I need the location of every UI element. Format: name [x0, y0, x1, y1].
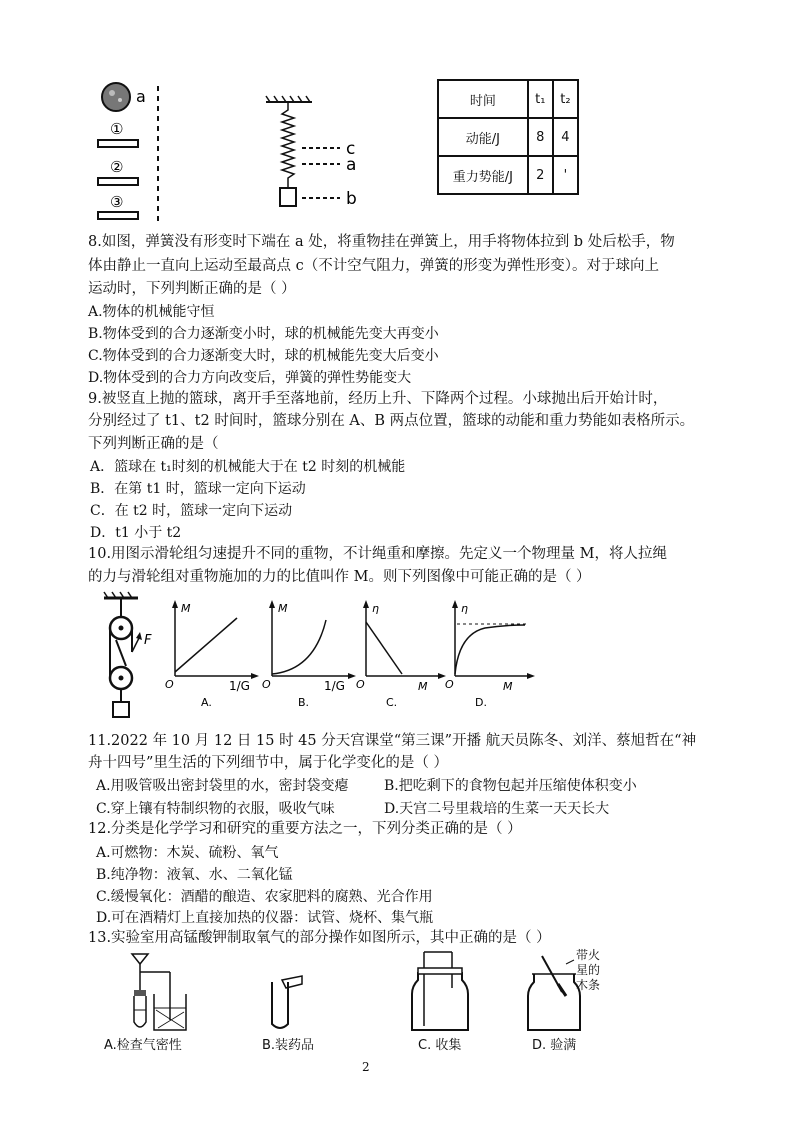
q9-stem-line1: 9.被竖直上抛的篮球，离开手至落地前，经历上升、下降两个过程。小球抛出后开始计时， — [88, 391, 668, 407]
q12-option-a: A.可燃物：木炭、硫粉、氧气 — [96, 845, 279, 861]
q8-option-d: D.物体受到的合力方向改变后，弹簧的弹性势能变大 — [88, 370, 412, 386]
table-row — [438, 156, 578, 194]
q12-option-c: C.缓慢氧化：酒醋的酿造、农家肥料的腐熟、光合作用 — [96, 889, 433, 905]
table-header-t2: t₂ — [553, 80, 578, 118]
stick-label-line3: 木条 — [576, 978, 601, 992]
spring-label-c: c — [346, 139, 356, 159]
q10-stem-line1: 10.用图示滑轮组匀速提升不同的重物，不计绳重和摩擦。先定义一个物理量 M，将人拉绳 — [88, 546, 668, 562]
stick-label-line2: 星的 — [576, 963, 601, 977]
table-cell: 2 — [528, 156, 553, 194]
table-cell: 4 — [553, 118, 578, 156]
table-cell: 8 — [528, 118, 553, 156]
q12-option-d: D.可在酒精灯上直接加热的仪器：试管、烧杯、集气瓶 — [96, 910, 434, 926]
graph-d-xlabel: M — [503, 680, 513, 693]
q9-stem-line2: 分别经过了 t1、t2 时间时，篮球分别在 A、B 两点位置，篮球的动能和重力势能如表格所示。 — [88, 413, 695, 429]
graph-c-caption: C. — [386, 696, 398, 709]
circle-label-1: ① — [110, 120, 124, 138]
q13-caption-b: B.装药品 — [262, 1038, 315, 1053]
spring-label-a: a — [346, 155, 357, 175]
ball-label: a — [136, 87, 146, 106]
graph-c-curve — [366, 622, 402, 674]
stick-label — [576, 948, 600, 993]
graph-b-caption: B. — [298, 696, 310, 709]
graph-b — [262, 598, 357, 708]
apparatus-check-full — [520, 952, 616, 1034]
graph-d-curve — [455, 625, 525, 674]
q12-stem-line1: 12.分类是化学学习和研究的重要方法之一，下列分类正确的是（ ） — [88, 821, 522, 837]
q11-option-a: A.用吸管吸出密封袋里的水，密封袋变瘪 — [96, 778, 349, 794]
graph-a-ylabel: M — [181, 602, 191, 615]
q8-stem-line2: 体由静止一直向上运动至最高点 c（不计空气阻力，弹簧的形变为弹性形变）。对于球向上 — [88, 258, 659, 274]
ball-platform-figure — [90, 78, 180, 228]
graph-b-origin: O — [262, 678, 271, 691]
graph-b-curve — [272, 620, 326, 674]
graph-a-caption: A. — [201, 696, 212, 709]
stick-label-line1: 带火 — [576, 948, 601, 962]
table-cell-label: 动能/J — [438, 118, 528, 156]
graph-c-ylabel: η — [372, 602, 379, 615]
spring-label-b: b — [346, 189, 357, 209]
table-header-t1: t₁ — [528, 80, 553, 118]
circle-label-2: ② — [110, 158, 124, 176]
q9-option-c: C．在 t2 时，篮球一定向下运动 — [90, 503, 293, 519]
q9-option-d: D．t1 小于 t2 — [90, 525, 182, 541]
q12-option-b: B.纯净物：液氧、水、二氧化锰 — [96, 867, 293, 883]
graph-d-caption: D. — [475, 696, 487, 709]
graph-d-origin: O — [445, 678, 454, 691]
apparatus-airtightness — [118, 950, 198, 1038]
q13-caption-d: D. 验满 — [532, 1038, 577, 1053]
table-row — [438, 118, 578, 156]
circle-label-3: ③ — [110, 193, 124, 211]
q8-option-c: C.物体受到的合力逐渐变大时，球的机械能先变大后变小 — [88, 348, 439, 364]
table-cell: ' — [553, 156, 578, 194]
page-number: 2 — [362, 1060, 370, 1074]
q11-option-b: B.把吃剩下的食物包起并压缩使体积变小 — [384, 778, 637, 794]
graph-c — [356, 598, 446, 708]
apparatus-collecting — [404, 948, 476, 1034]
force-label: F — [144, 633, 152, 648]
spring-figure — [262, 96, 372, 216]
graph-a — [165, 598, 260, 708]
q9-option-a: A．篮球在 t₁时刻的机械能大于在 t2 时刻的机械能 — [90, 459, 406, 475]
q13-caption-a: A.检查气密性 — [104, 1038, 182, 1053]
q11-option-c: C.穿上镶有特制织物的衣服，吸收气味 — [96, 801, 335, 817]
apparatus-loading — [262, 970, 312, 1032]
graph-b-ylabel: M — [278, 602, 288, 615]
graph-d — [445, 598, 535, 708]
q9-stem-line3: 下列判断正确的是（ — [88, 436, 219, 452]
graph-a-xlabel: 1/G — [229, 679, 250, 693]
graph-a-origin: O — [165, 678, 174, 691]
q11-stem-line2: 舟十四号”里生活的下列细节中，属于化学变化的是（ ） — [88, 755, 449, 771]
q13-caption-c: C. 收集 — [418, 1038, 462, 1053]
q10-stem-line2: 的力与滑轮组对重物施加的力的比值叫作 M。则下列图像中可能正确的是（ ） — [88, 569, 591, 585]
q8-stem-line3: 运动时，下列判断正确的是（ ） — [88, 281, 296, 297]
q8-option-b: B.物体受到的合力逐渐变小时，球的机械能先变大再变小 — [88, 326, 439, 342]
q8-option-a: A.物体的机械能守恒 — [88, 304, 215, 320]
graph-b-xlabel: 1/G — [324, 679, 345, 693]
q11-option-d: D.天宫二号里栽培的生菜一天天长大 — [384, 801, 610, 817]
energy-table — [437, 79, 579, 195]
graph-c-origin: O — [356, 678, 365, 691]
pulley-system-figure — [96, 592, 156, 722]
table-header-time: 时间 — [438, 80, 528, 118]
graph-a-curve — [175, 618, 237, 672]
graph-c-xlabel: M — [418, 680, 428, 693]
table-cell-label: 重力势能/J — [438, 156, 528, 194]
graph-d-ylabel: η — [461, 602, 468, 615]
q9-option-b: B．在第 t1 时，篮球一定向下运动 — [90, 481, 306, 497]
q13-stem-line1: 13.实验室用高锰酸钾制取氧气的部分操作如图所示，其中正确的是（ ） — [88, 930, 551, 946]
q8-stem-line1: 8.如图，弹簧没有形变时下端在 a 处，将重物挂在弹簧上，用手将物体拉到 b 处后松手，物 — [88, 234, 675, 250]
table-row — [438, 80, 578, 118]
q11-stem-line1: 11.2022 年 10 月 12 日 15 时 45 分天宫课堂“第三课”开播 航天员陈冬、刘洋、蔡旭哲在“神 — [88, 733, 697, 749]
